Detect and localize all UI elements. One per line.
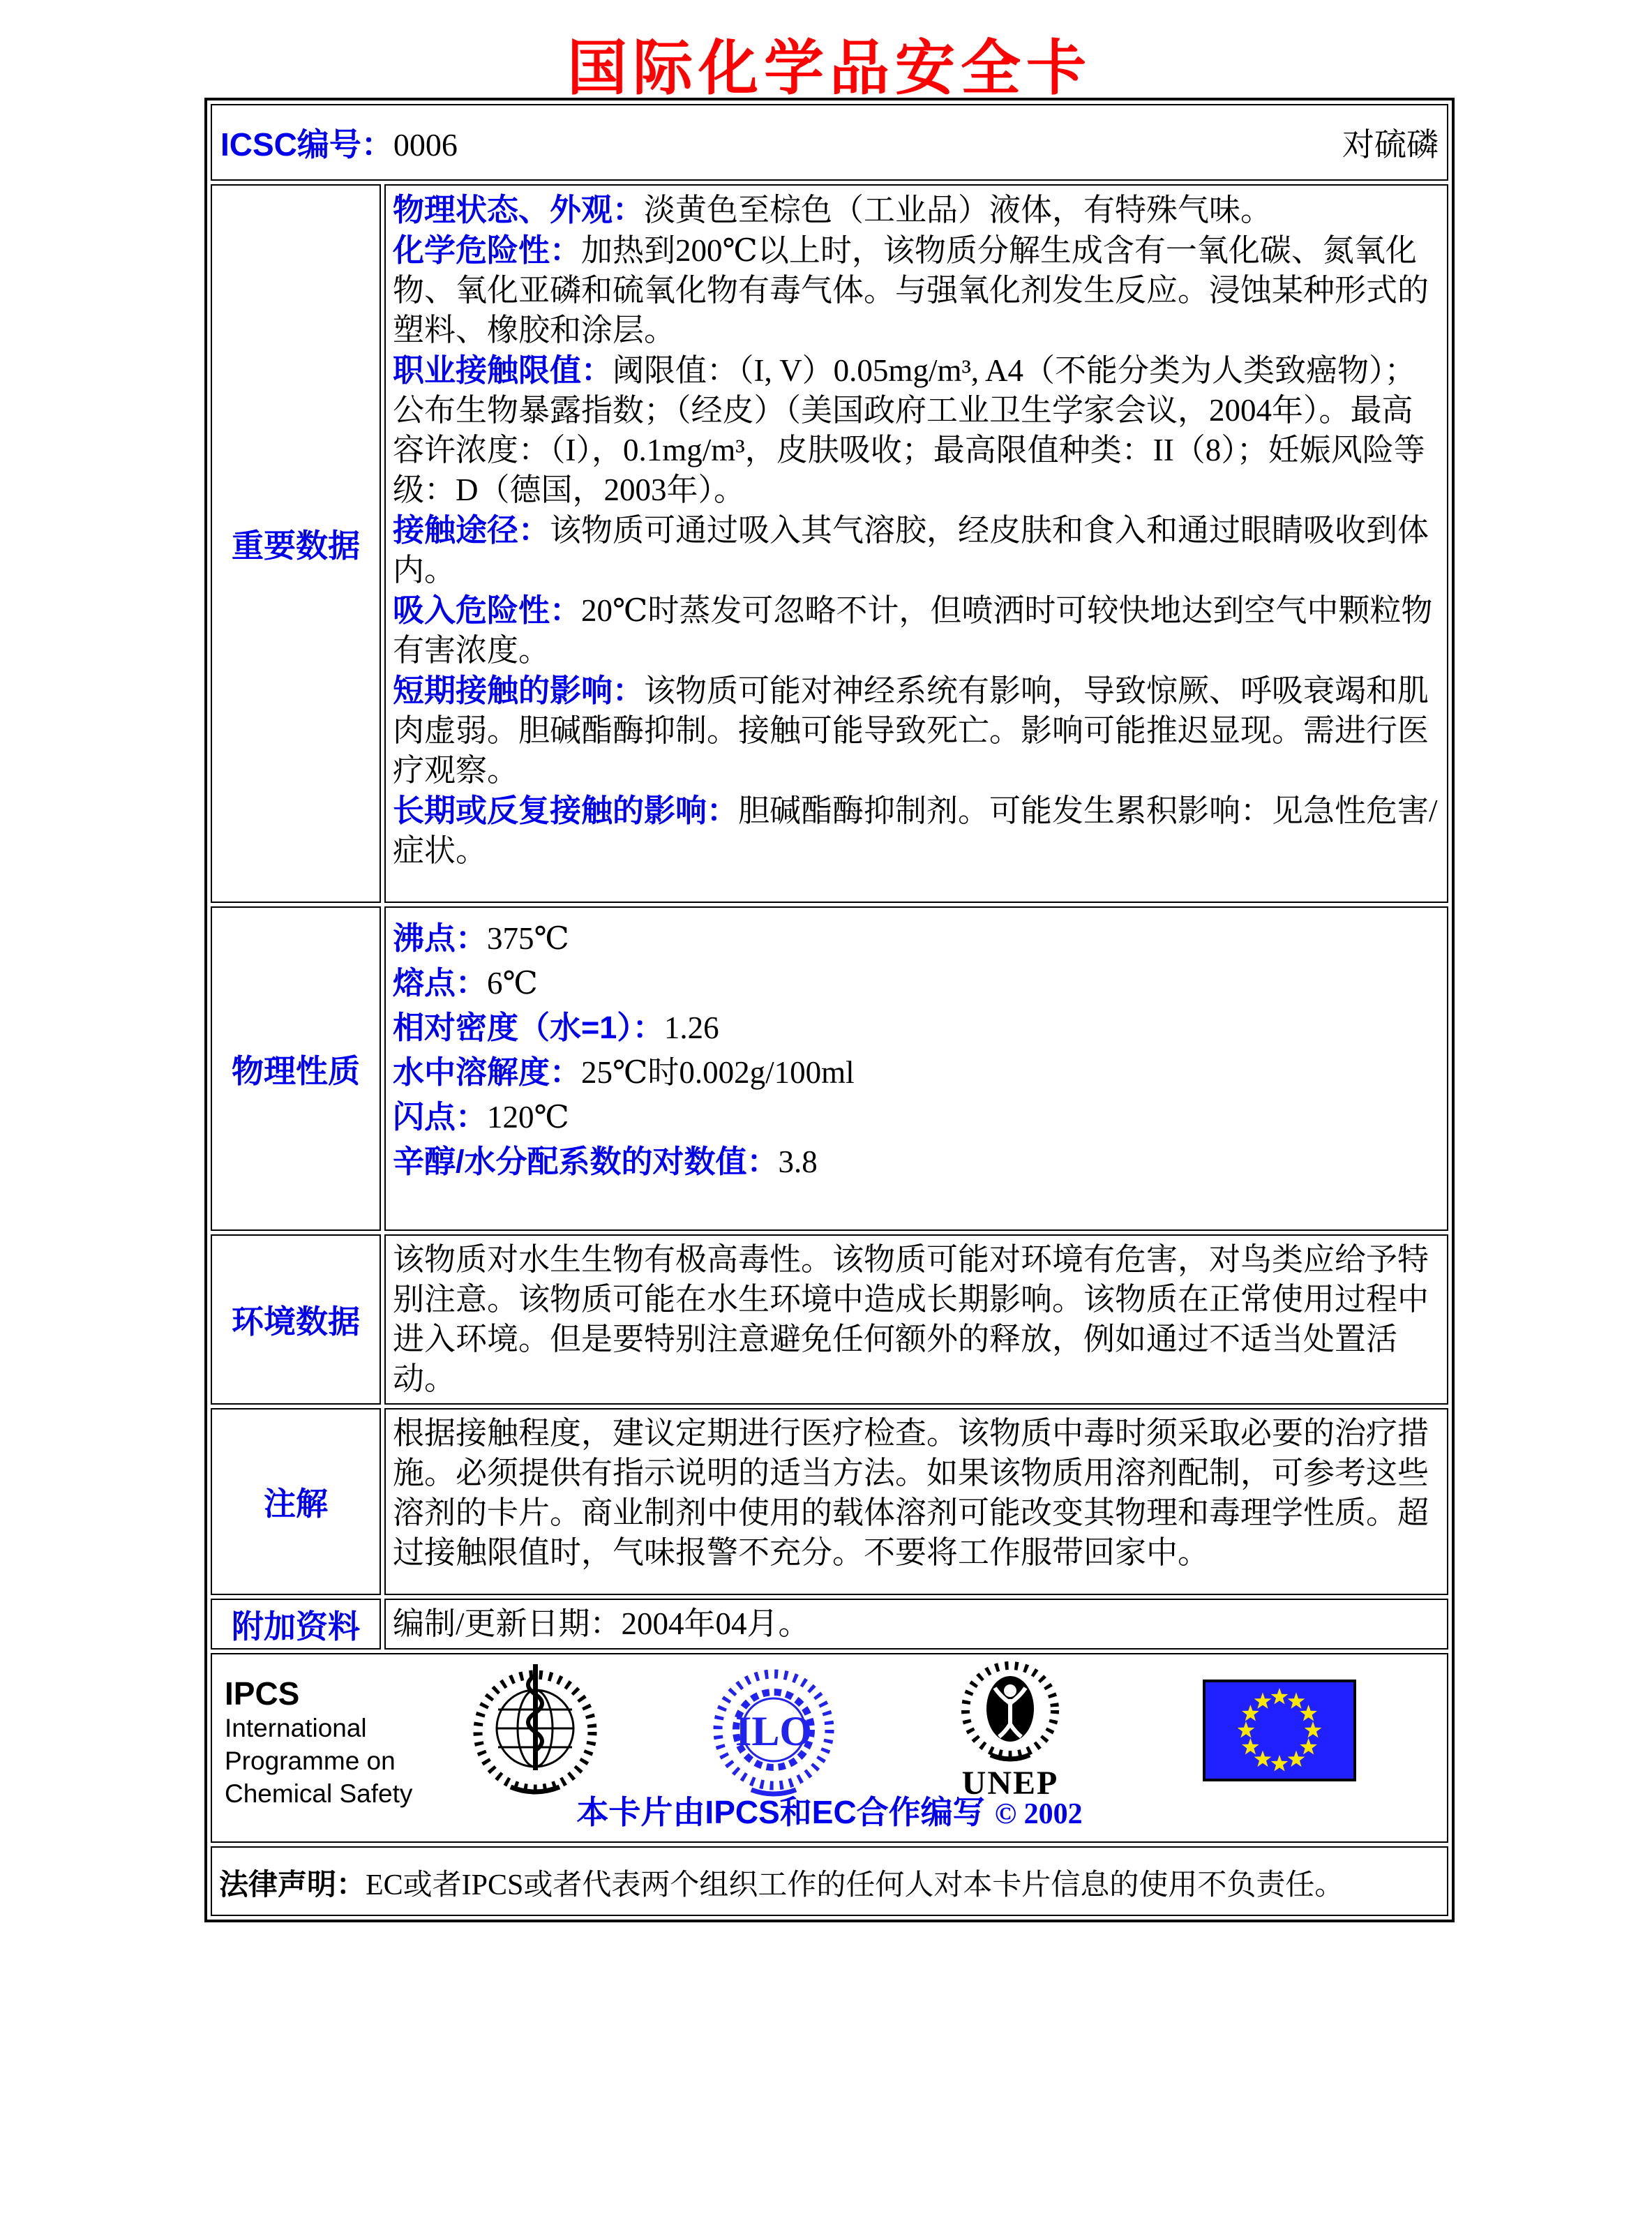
environmental-data-content xyxy=(384,1234,1448,1405)
field-text: 淡黄色至棕色（工业品）液体，有特殊气味。 xyxy=(644,193,1272,227)
field-label: 吸入危险性： xyxy=(393,592,582,628)
field-label: 熔点： xyxy=(393,965,488,1001)
icsc-number-label: ICSC编号： xyxy=(220,126,393,163)
physical-item xyxy=(393,1095,1440,1139)
field-text: 加热到200℃以上时，该物质分解生成含有一氧化碳、氮氧化物、氧化亚磷和硫氧化物有毒气体。与强氧化剂发生反应。浸蚀某种形式的塑料、橡胶和涂层。 xyxy=(393,233,1429,347)
notes-content xyxy=(384,1408,1448,1595)
who-logo-icon xyxy=(469,1660,601,1800)
important-item xyxy=(393,350,1440,510)
field-label: 辛醇/水分配系数的对数值： xyxy=(393,1144,779,1179)
section-label-important: 重要数据 xyxy=(211,184,381,903)
ilo-letters: ILO xyxy=(735,1708,813,1754)
field-text: 1.26 xyxy=(663,1010,719,1045)
important-item xyxy=(393,791,1440,871)
unep-word: UNEP xyxy=(961,1765,1059,1802)
section-label-additional: 附加资料 xyxy=(211,1599,381,1650)
important-item xyxy=(393,510,1440,590)
physical-item xyxy=(393,1005,1440,1050)
physical-item xyxy=(393,1139,1440,1184)
ipcs-line: Programme on xyxy=(225,1747,396,1775)
field-text: 120℃ xyxy=(487,1100,569,1135)
header-row xyxy=(211,104,1448,181)
field-text: 胆碱酯酶抑制剂。可能发生累积影响：见急性危害/症状。 xyxy=(393,793,1438,868)
physical-item xyxy=(393,916,1440,961)
field-label: 短期接触的影响： xyxy=(393,673,645,708)
ipcs-line: Chemical Safety xyxy=(225,1779,413,1808)
field-text: 375℃ xyxy=(487,921,569,956)
icsc-number-value: 0006 xyxy=(393,127,458,163)
important-item xyxy=(393,590,1440,671)
field-label: 化学危险性： xyxy=(393,232,582,268)
important-data-content xyxy=(384,184,1448,903)
icsc-table xyxy=(204,98,1455,1922)
section-label-notes: 注解 xyxy=(211,1408,381,1595)
field-text: 3.8 xyxy=(778,1144,818,1179)
important-item xyxy=(393,230,1440,350)
field-text: 25℃时0.002g/100ml xyxy=(581,1055,855,1090)
field-text: 阈限值：（I, V）0.05mg/m³, A4（不能分类为人类致癌物）；公布生物暴露指数；（经皮）（美国政府工业卫生学家会议，2004年）。最高容许浓度：（I），0.1mg/m³，皮肤吸收；最高限值种类：II（8）；妊娠风险等级：D（德国，2003年）。 xyxy=(393,353,1425,507)
additional-info-row xyxy=(211,1599,1448,1650)
notes-row xyxy=(211,1408,1448,1595)
section-label-environment: 环境数据 xyxy=(211,1234,381,1405)
physical-item xyxy=(393,1050,1440,1095)
page-title: 国际化学品安全卡 xyxy=(567,35,1092,102)
chemical-name: 对硫磷 xyxy=(1342,127,1439,163)
field-text: 6℃ xyxy=(487,966,538,1001)
field-text: 20℃时蒸发可忽略不计，但喷洒时可较快地达到空气中颗粒物有害浓度。 xyxy=(393,593,1433,668)
legal-cell xyxy=(211,1846,1448,1916)
unep-logo-icon xyxy=(950,1660,1070,1765)
header-cell xyxy=(211,104,1448,181)
additional-info-content xyxy=(384,1599,1448,1650)
field-text: 该物质可能对神经系统有影响，导致惊厥、呼吸衰竭和肌肉虚弱。胆碱酯酶抑制。接触可能导致死亡。影响可能推迟显现。需进行医疗观察。 xyxy=(393,673,1429,788)
field-label: 长期或反复接触的影响： xyxy=(393,793,739,828)
important-item xyxy=(393,671,1440,791)
notes-text: 根据接触程度，建议定期进行医疗检查。该物质中毒时须采取必要的治疗措施。必须提供有指示说明的适当方法。如果该物质用溶剂配制，可参考这些溶剂的卡片。商业制剂中使用的载体溶剂可能改变其物理和毒理学性质。超过接触限值时，气味报警不充分。不要将工作服带回家中。 xyxy=(393,1416,1429,1570)
eu-flag-icon xyxy=(1203,1680,1356,1781)
field-label: 水中溶解度： xyxy=(393,1054,582,1090)
physical-item xyxy=(393,961,1440,1005)
ipcs-line: International xyxy=(225,1714,367,1742)
cooperation-caption: 本卡片由IPCS和EC合作编写 xyxy=(576,1794,985,1830)
legal-text: EC或者IPCS或者代表两个组织工作的任何人对本卡片信息的使用不负责任。 xyxy=(366,1869,1344,1901)
section-label-physical: 物理性质 xyxy=(211,906,381,1231)
field-text: 该物质可通过吸入其气溶胶，经皮肤和食入和通过眼睛吸收到体内。 xyxy=(393,513,1429,588)
field-label: 沸点： xyxy=(393,920,488,956)
field-label: 职业接触限值： xyxy=(393,352,613,388)
important-data-row xyxy=(211,184,1448,903)
ilo-logo-icon xyxy=(711,1660,836,1800)
field-label: 闪点： xyxy=(393,1099,488,1135)
environmental-data-row xyxy=(211,1234,1448,1405)
additional-text: 编制/更新日期：2004年04月。 xyxy=(393,1606,810,1641)
logos-cell xyxy=(211,1653,1448,1843)
copyright-text: © 2002 xyxy=(994,1798,1083,1830)
physical-properties-content xyxy=(384,906,1448,1231)
unep-logo-block xyxy=(950,1660,1070,1802)
logos-row xyxy=(211,1653,1448,1843)
field-label: 相对密度（水=1）： xyxy=(393,1010,664,1045)
important-item xyxy=(393,190,1440,230)
field-label: 物理状态、外观： xyxy=(393,192,645,227)
legal-row xyxy=(211,1846,1448,1916)
physical-properties-row xyxy=(211,906,1448,1231)
environment-text: 该物质对水生生物有极高毒性。该物质可能对环境有危害，对鸟类应给予特别注意。该物质可能在水生环境中造成长期影响。该物质在正常使用过程中进入环境。但是要特别注意避免任何额外的释放，例如通过不适当处置活动。 xyxy=(393,1242,1429,1396)
icsc-number-group xyxy=(220,119,458,165)
legal-label: 法律声明： xyxy=(219,1868,366,1901)
field-label: 接触途径： xyxy=(393,512,550,548)
cooperation-line xyxy=(212,1787,1447,1833)
ipcs-title: IPCS xyxy=(225,1675,300,1712)
